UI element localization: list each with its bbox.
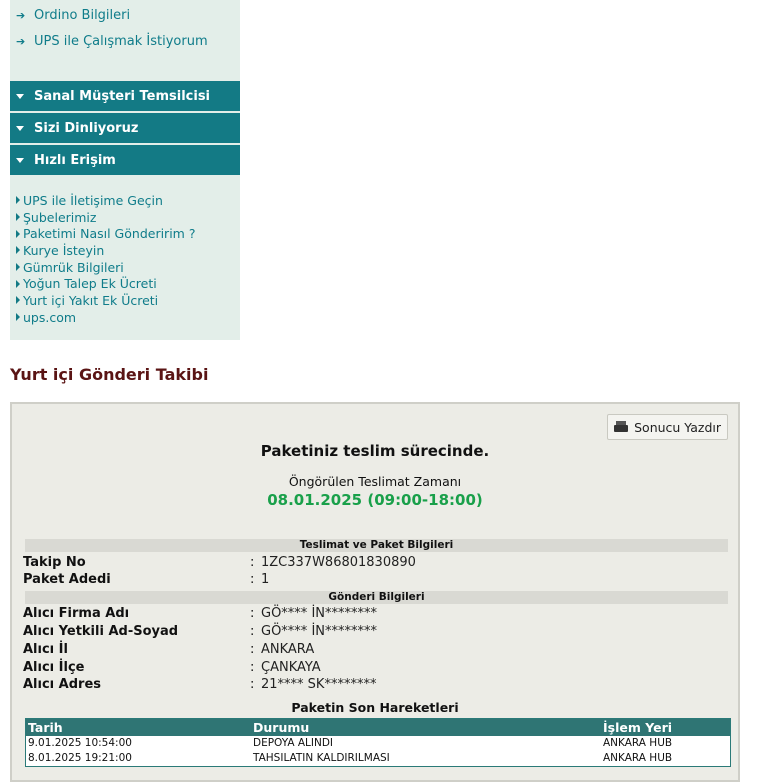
sidebar-link-label: UPS ile Çalışmak İstiyorum — [34, 34, 208, 49]
info-colon: : — [250, 606, 255, 621]
move-date: 8.01.2025 19:21:00 — [28, 752, 132, 764]
info-value: ÇANKAYA — [261, 660, 321, 675]
info-row-company — [23, 606, 723, 623]
move-status: TAHSILATIN KALDIRILMASI — [253, 752, 390, 764]
info-label: Alıcı İl — [23, 642, 68, 657]
info-label: Takip No — [23, 555, 86, 570]
caret-right-icon — [16, 263, 20, 271]
quick-link-label: Yoğun Talep Ek Ücreti — [23, 276, 157, 292]
print-result-button[interactable] — [607, 414, 728, 440]
info-label: Paket Adedi — [23, 572, 111, 587]
move-place: ANKARA HUB — [603, 752, 673, 764]
quick-link-label: Yurt içi Yakıt Ek Ücreti — [23, 292, 159, 308]
info-label: Alıcı Yetkili Ad-Soyad — [23, 624, 179, 639]
triangle-down-icon — [16, 158, 24, 163]
arrow-right-icon: ➔ — [16, 35, 26, 48]
moves-header-row — [26, 719, 730, 736]
quick-link-courier[interactable] — [16, 242, 195, 259]
quick-link-fuel-surcharge[interactable] — [16, 292, 195, 309]
print-label: Sonucu Yazdır — [634, 419, 721, 435]
info-colon: : — [250, 660, 255, 675]
sidebar — [10, 0, 240, 340]
quick-link-label: UPS ile İletişime Geçin — [23, 192, 163, 208]
section-delivery-package-info: Teslimat ve Paket Bilgileri — [25, 539, 728, 552]
package-count: 1 — [261, 572, 270, 587]
section-label: Sizi Dinliyoruz — [34, 120, 139, 136]
info-row-district — [23, 660, 723, 677]
caret-right-icon — [16, 230, 20, 238]
section-virtual-assistant[interactable] — [10, 81, 240, 111]
info-label: Alıcı Firma Adı — [23, 606, 130, 621]
tracking-number: 1ZC337W86801830890 — [261, 555, 416, 570]
quick-link-label: Paketimi Nasıl Gönderirim ? — [23, 226, 196, 242]
move-date: 9.01.2025 10:54:00 — [28, 737, 132, 749]
section-we-listen[interactable] — [10, 113, 240, 143]
info-colon: : — [250, 572, 255, 587]
info-row-tracking-no — [23, 555, 723, 572]
quick-link-branches[interactable] — [16, 209, 195, 226]
quick-link-customs[interactable] — [16, 259, 195, 276]
info-value: ANKARA — [261, 642, 315, 657]
info-value: GÖ**** İN******** — [261, 606, 377, 621]
caret-right-icon — [16, 280, 20, 288]
info-row-package-count — [23, 572, 723, 589]
quick-link-label: Şubelerimiz — [23, 209, 97, 225]
quick-link-contact[interactable] — [16, 192, 195, 209]
sidebar-link-label: Ordino Bilgileri — [34, 8, 131, 23]
quick-link-peak-surcharge[interactable] — [16, 275, 195, 292]
info-label: Alıcı İlçe — [23, 660, 85, 675]
caret-right-icon — [16, 196, 20, 204]
caret-right-icon — [16, 296, 20, 304]
info-colon: : — [250, 624, 255, 639]
quick-link-label: ups.com — [23, 309, 77, 325]
caret-right-icon — [16, 313, 20, 321]
delivery-status: Paketiniz teslim sürecinde. — [260, 442, 490, 460]
caret-right-icon — [16, 213, 20, 221]
quick-link-label: Kurye İsteyin — [23, 242, 105, 258]
moves-header-status: Durumu — [253, 720, 310, 735]
eta-label: Öngörülen Teslimat Zamanı — [288, 474, 462, 489]
quick-access-list — [16, 192, 195, 326]
info-colon: : — [250, 677, 255, 692]
section-label: Sanal Müşteri Temsilcisi — [34, 88, 211, 104]
table-row — [26, 751, 730, 766]
moves-header-place: İşlem Yeri — [603, 720, 673, 735]
section-shipment-info: Gönderi Bilgileri — [25, 591, 728, 604]
info-value: 21**** SK******** — [261, 677, 377, 692]
info-value: GÖ**** İN******** — [261, 624, 377, 639]
printer-icon — [614, 421, 628, 433]
arrow-right-icon: ➔ — [16, 9, 26, 22]
info-row-contact — [23, 624, 723, 641]
triangle-down-icon — [16, 94, 24, 99]
eta-value: 08.01.2025 (09:00-18:00) — [267, 491, 483, 509]
section-label: Hızlı Erişim — [34, 152, 116, 168]
moves-header-date: Tarih — [28, 720, 63, 735]
quick-link-how-to-send[interactable] — [16, 225, 195, 242]
quick-link-ups-com[interactable] — [16, 309, 195, 326]
tracking-panel — [10, 402, 740, 782]
info-colon: : — [250, 642, 255, 657]
section-quick-access[interactable] — [10, 145, 240, 175]
info-row-city — [23, 642, 723, 659]
move-status: DEPOYA ALINDI — [253, 737, 334, 749]
page-title: Yurt içi Gönderi Takibi — [10, 365, 209, 384]
info-label: Alıcı Adres — [23, 677, 101, 692]
info-row-address — [23, 677, 723, 694]
sidebar-link-careers[interactable] — [16, 34, 208, 49]
table-row — [26, 736, 730, 751]
move-place: ANKARA HUB — [603, 737, 673, 749]
triangle-down-icon — [16, 126, 24, 131]
caret-right-icon — [16, 246, 20, 254]
moves-table — [25, 718, 731, 767]
moves-title: Paketin Son Hareketleri — [291, 700, 459, 715]
sidebar-link-ordino[interactable] — [16, 8, 130, 23]
info-colon: : — [250, 555, 255, 570]
quick-link-label: Gümrük Bilgileri — [23, 259, 124, 275]
